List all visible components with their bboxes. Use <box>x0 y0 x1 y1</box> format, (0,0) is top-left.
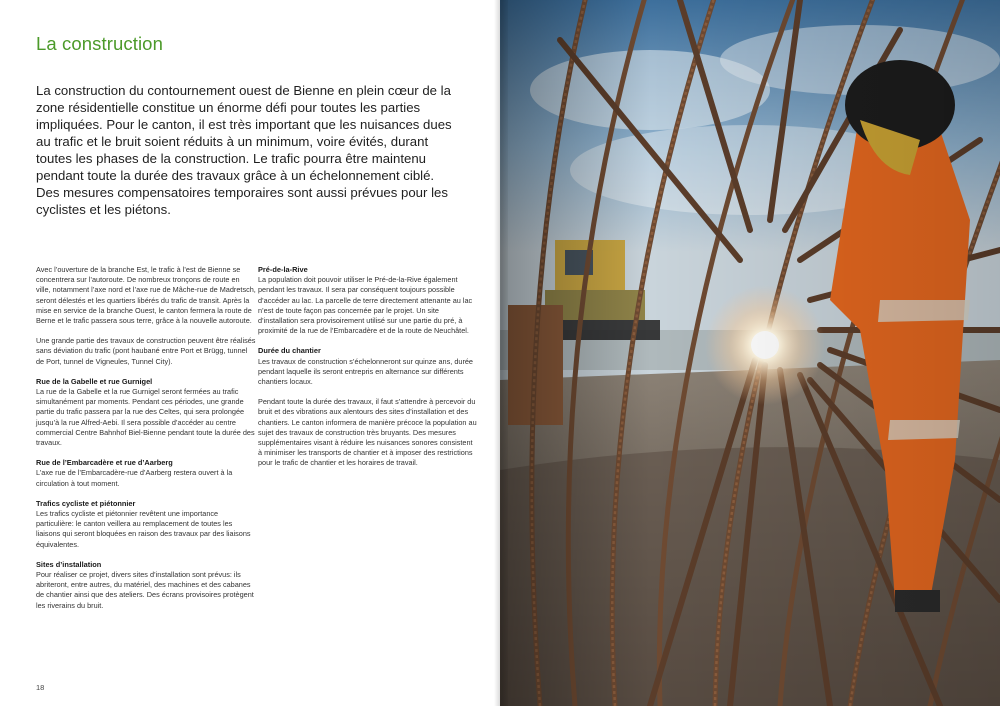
page-title: La construction <box>36 33 163 54</box>
paragraph: Les trafics cycliste et piétonnier revêtent une importance particulière: le canton veillera au remplacement de toutes les liaisons qui seront bloquées en raison des travaux par des liaisons équivalentes. <box>36 509 251 549</box>
paragraph: Une grande partie des travaux de construction peuvent être réalisés sans déviation du trafic (pont haubané entre Port et Brügg, tunnel de Port, tunnel de Vigneules, Tunnel City). <box>36 336 256 366</box>
section-heading: Rue de l’Embarcadère et rue d’Aarberg <box>36 458 173 468</box>
lead-paragraph: La construction du contournement ouest de Bienne en plein cœur de la zone résidentielle constitue un énorme défi pour toutes les parties impliquées. Pour le canton, il est très important que les nuisances dues au trafic et le bruit soient réduits à un minimum, voire évités, durant toutes les phases de la construction. Le trafic pourra être maintenu pendant toute la durée des travaux grâce à un échelonnement ciblé. Des mesures compensatoires temporaires sont aussi prévues pour les cyclistes et les piétons. <box>36 83 452 217</box>
paragraph: Avec l’ouverture de la branche Est, le trafic à l’est de Bienne se concentrera sur l’autoroute. De nombreux tronçons de route en ville, notamment l’axe nord et l’axe rue de Mâche-rue de Madretsch, seront délestés et les quartiers libérés du trafic de transit. Après la mise en service de la branche Ouest, le canton fermera la route de Berne et le trafic passera sous terre, grâce à la nouvelle autoroute. <box>36 265 256 326</box>
section-heading: Rue de la Gabelle et rue Gurnigel <box>36 376 153 386</box>
paragraph: Pendant toute la durée des travaux, il faut s’attendre à percevoir du bruit et des vibrations aux alentours des sites d’installation et des chantiers. Le canton informera de manière précoce la population au sujet des travaux de construction très bruyants. Des mesures supplémentaires visant à réduire les nuisances sonores consistent à minimiser les transports de chantier et à imposer des restrictions pour le trafic de chantier et les horaires de travail. <box>258 397 477 468</box>
text-column-left <box>36 265 256 621</box>
text-column-right <box>258 265 478 479</box>
paragraph: Les travaux de construction s’échelonneront sur quinze ans, durée pendant laquelle ils seront entrepris en alternance sur différents chantiers locaux. <box>258 356 473 387</box>
paragraph: Pour réaliser ce projet, divers sites d’installation sont prévus: ils abriteront, entre autres, du matériel, des machines et des cabanes de chantier ainsi que des ateliers. Des écrans provisoires protègent les riverains du bruit. <box>36 570 254 610</box>
section-heading: Durée du chantier <box>258 346 321 356</box>
paragraph: L’axe rue de l’Embarcadère-rue d’Aarberg restera ouvert à la circulation à tout moment. <box>36 468 233 488</box>
right-page <box>500 0 1000 706</box>
paragraph: La population doit pouvoir utiliser le Pré-de-la-Rive également pendant les travaux. Il sera par conséquent toujours possible d’accéder au lac. La parcelle de terre directement attenante au lac n’est de toute façon pas concernée par le projet. Un site d’installation sera provisoirement utilisé sur une partie du pré, à proximité de la rue de l’Embarcadère et de la route de Neuchâtel. <box>258 275 473 336</box>
construction-photo <box>500 0 1000 706</box>
section-heading: Trafics cycliste et piétonnier <box>36 498 136 508</box>
paragraph: La rue de la Gabelle et la rue Gurnigel seront fermées au trafic simultanément par moments. Pendant ces périodes, une grande partie du trafic passera par la rue des Celtes, qui sera prolongée jusqu’à la rue Alfred-Aebi. Il sera possible d’accéder au centre commercial Centre Bahnhof Biel-Bienne pendant toute la durée des travaux. <box>36 387 255 448</box>
page-number: 18 <box>36 683 45 692</box>
page-gutter <box>494 0 508 706</box>
section-heading: Pré-de-la-Rive <box>258 265 308 274</box>
section-heading: Sites d’installation <box>36 559 102 569</box>
